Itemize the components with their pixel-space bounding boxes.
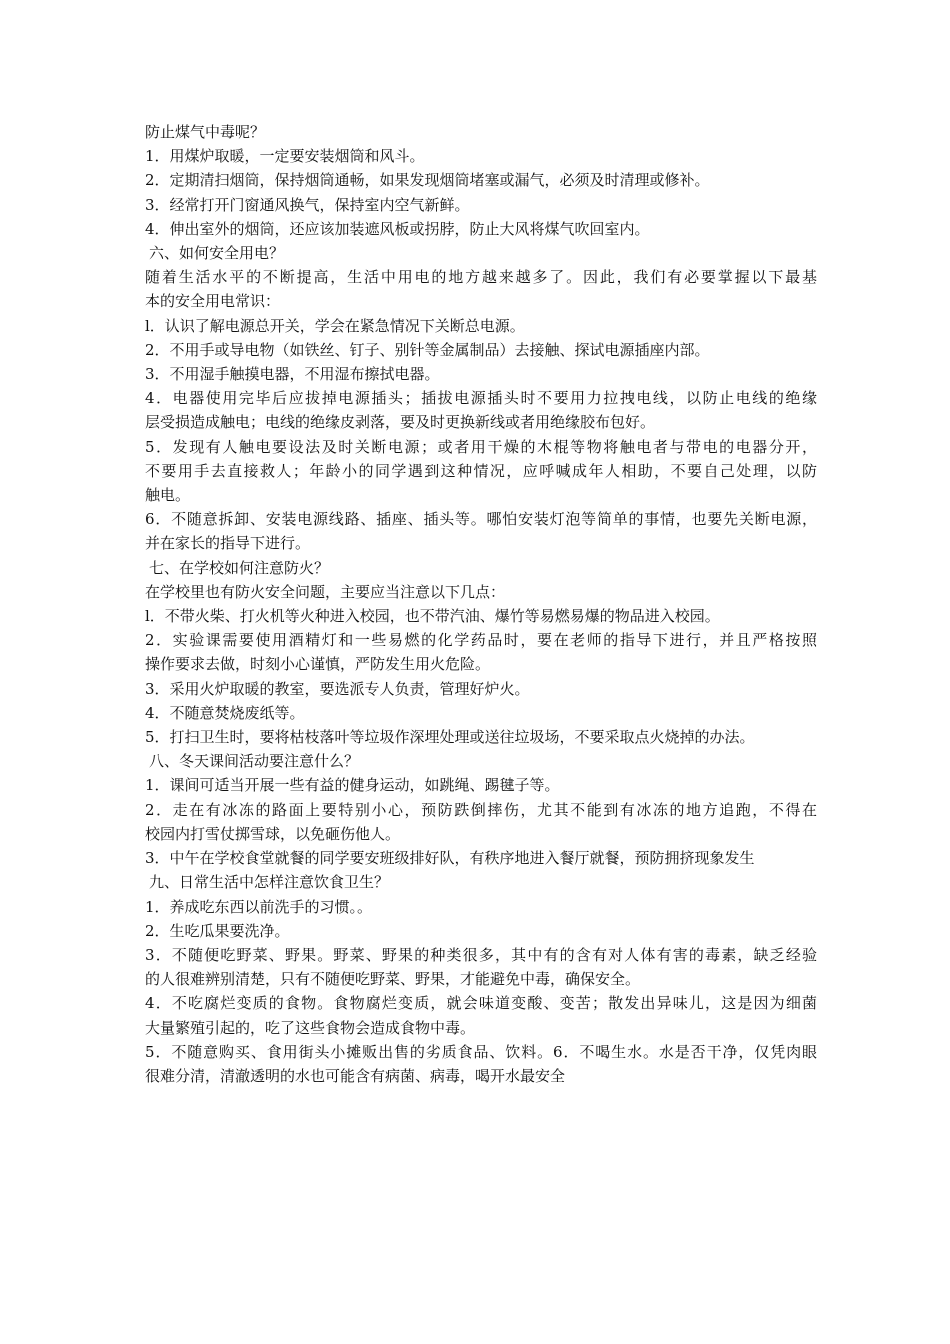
text-line: 层受损造成触电；电线的绝缘皮剥落，要及时更换新线或者用绝缘胶布包好。	[145, 413, 656, 432]
document-body	[145, 120, 817, 1088]
text-line: 4．伸出室外的烟筒，还应该加装遮风板或拐脖，防止大风将煤气吹回室内。	[145, 219, 650, 238]
text-line: 2．生吃瓜果要洗净。	[145, 921, 290, 940]
text-line: l．不带火柴、打火机等火种进入校园，也不带汽油、爆竹等易燃易爆的物品进入校园。	[145, 607, 720, 626]
text-line: 在学校里也有防火安全问题，主要应当注意以下几点：	[145, 582, 506, 601]
text-line: 3．不随便吃野菜、野果。野菜、野果的种类很多，其中有的含有对人体有害的毒素，缺乏经验	[145, 945, 817, 964]
text-line: 触电。	[145, 486, 191, 505]
text-line: 6．不随意拆卸、安装电源线路、插座、插头等。哪怕安装灯泡等简单的事情，也要先关断电源，	[145, 510, 817, 529]
text-line: 校园内打雪仗掷雪球，以免砸伤他人。	[145, 824, 401, 843]
section-heading: 六、如何安全用电？	[149, 244, 285, 263]
text-line: 5．不随意购买、食用街头小摊贩出售的劣质食品、饮料。6．不喝生水。水是否干净，仅凭肉眼	[145, 1042, 817, 1061]
text-line: 本的安全用电常识：	[145, 292, 281, 311]
text-line: 4．不吃腐烂变质的食物。食物腐烂变质，就会味道变酸、变苦；散发出异味儿，这是因为细菌	[145, 994, 817, 1013]
text-line: 2．走在有冰冻的路面上要特别小心，预防跌倒摔伤，尤其不能到有冰冻的地方追跑，不得在	[145, 800, 817, 819]
text-line: 3．经常打开门窗通风换气，保持室内空气新鲜。	[145, 195, 470, 214]
text-line: 并在家长的指导下进行。	[145, 534, 311, 553]
text-line: 5．打扫卫生时，要将枯枝落叶等垃圾作深埋处理或送往垃圾场，不要采取点火烧掉的办法。	[145, 728, 755, 747]
text-line: 的人很难辨别清楚，只有不随便吃野菜、野果，才能避免中毒，确保安全。	[145, 970, 641, 989]
text-line: 防止煤气中毒呢？	[145, 123, 266, 141]
text-line: 2．不用手或导电物（如铁丝、钉子、别针等金属制品）去接触、探试电源插座内部。	[145, 340, 710, 359]
text-line: 1．课间可适当开展一些有益的健身运动，如跳绳、踢毽子等。	[145, 776, 560, 795]
section-heading: 七、在学校如何注意防火？	[149, 558, 330, 577]
text-line: 2．定期清扫烟筒，保持烟筒通畅，如果发现烟筒堵塞或漏气，必须及时清理或修补。	[145, 171, 710, 190]
text-line: 操作要求去做，时刻小心谨慎，严防发生用火危险。	[145, 655, 491, 674]
section-heading: 八、冬天课间活动要注意什么？	[149, 752, 360, 771]
text-line: 3．不用湿手触摸电器，不用湿布擦拭电器。	[145, 365, 440, 384]
text-line: 5．发现有人触电要设法及时关断电源；或者用干燥的木棍等物将触电者与带电的电器分开，	[145, 437, 817, 456]
text-line: 1．养成吃东西以前洗手的习惯。。	[145, 897, 373, 916]
text-line: 1．用煤炉取暖，一定要安装烟筒和风斗。	[145, 147, 425, 166]
text-line: 4．不随意焚烧废纸等。	[145, 703, 305, 722]
text-line: 随着生活水平的不断提高，生活中用电的地方越来越多了。因此，我们有必要掌握以下最基	[145, 268, 817, 287]
text-line: 不要用手去直接救人；年龄小的同学遇到这种情况，应呼喊成年人相助，不要自己处理，以防	[145, 461, 817, 480]
text-line: 4．电器使用完毕后应拔掉电源插头；插拔电源插头时不要用力拉拽电线，以防止电线的绝缘	[145, 389, 817, 408]
text-line: 2．实验课需要使用酒精灯和一些易燃的化学药品时，要在老师的指导下进行，并且严格按照	[145, 631, 817, 650]
text-line: 3．采用火炉取暖的教室，要选派专人负责，管理好炉火。	[145, 679, 530, 698]
section-heading: 九、日常生活中怎样注意饮食卫生？	[149, 873, 390, 892]
text-line: 很难分清，清澈透明的水也可能含有病菌、病毒，喝开水最安全	[145, 1066, 566, 1085]
text-line: 大量繁殖引起的，吃了这些食物会造成食物中毒。	[145, 1018, 476, 1037]
text-line: 3．中午在学校食堂就餐的同学要安班级排好队，有秩序地进入餐厅就餐，预防拥挤现象发生	[145, 849, 755, 868]
text-line: l．认识了解电源总开关，学会在紧急情况下关断总电源。	[145, 316, 525, 335]
